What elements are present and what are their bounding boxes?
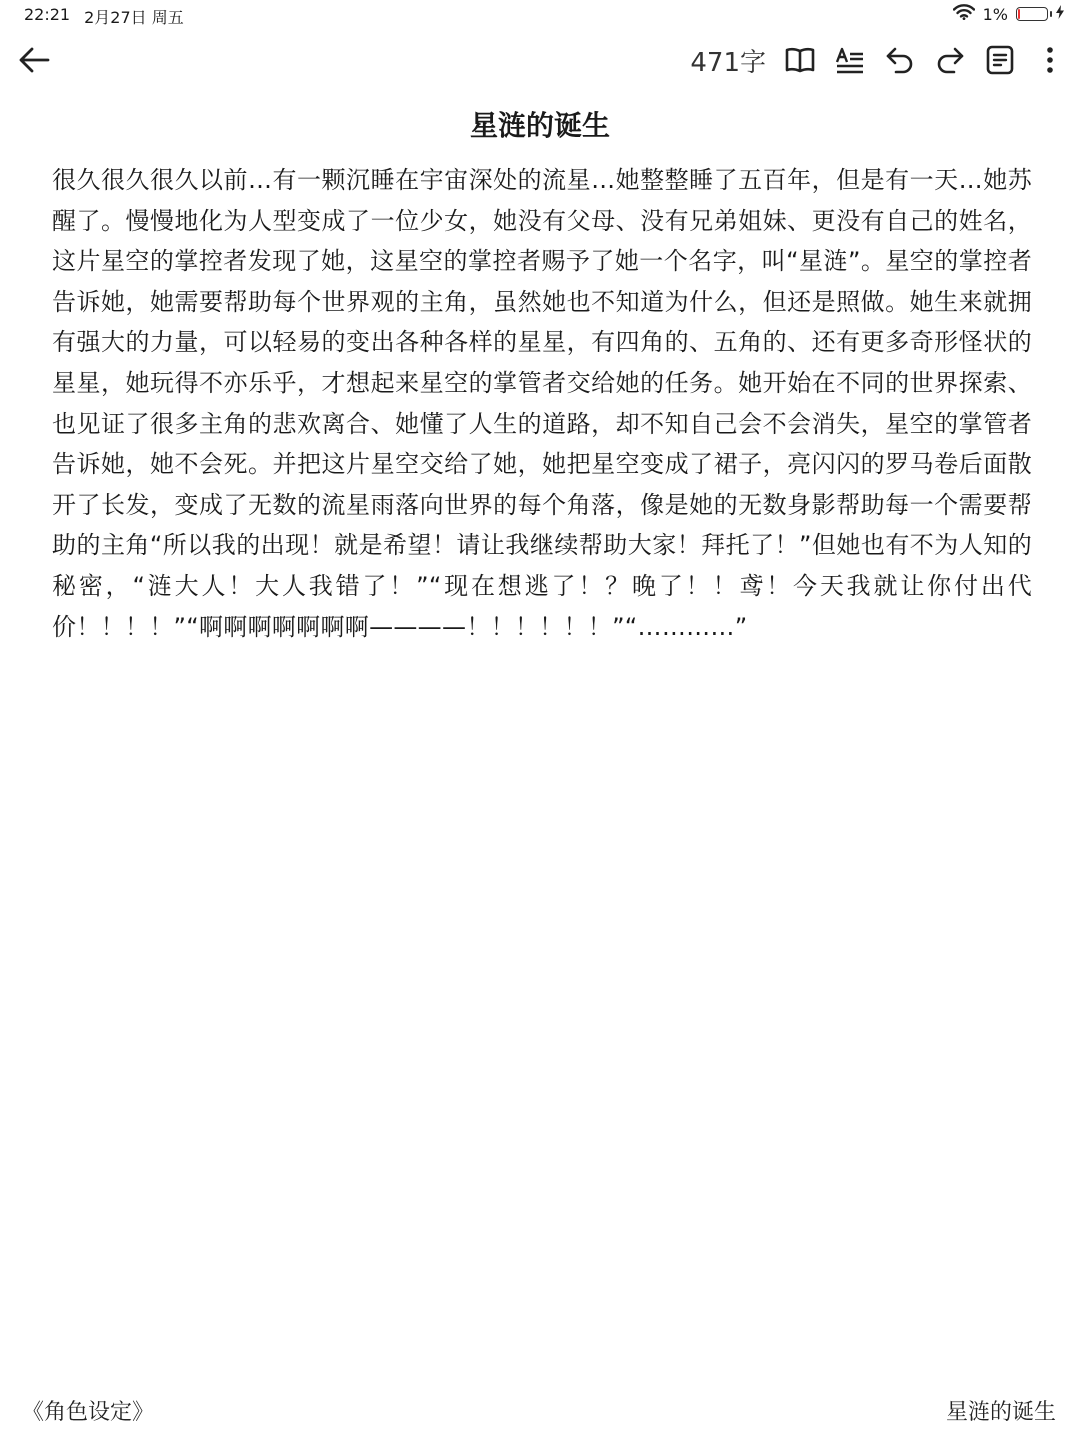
status-right [953,4,1064,24]
toolbar-actions [690,40,1068,80]
footer-chapter-link[interactable]: 《角色设定》 [22,1400,155,1425]
redo-icon [935,46,965,74]
outline-icon [986,45,1014,75]
back-button[interactable] [14,40,54,80]
status-left [24,5,184,28]
status-bar [0,0,1080,30]
status-time: 22:21 [24,5,71,24]
document-title[interactable]: 星涟的诞生 [469,109,610,142]
word-count: 471字 [690,47,766,78]
book-icon [785,46,815,74]
reading-mode-button[interactable] [782,40,818,80]
undo-icon [885,46,915,74]
battery-icon [1016,7,1048,21]
footer-document-name: 星涟的诞生 [945,1400,1056,1425]
text-format-button[interactable] [832,40,868,80]
document-body[interactable]: 很久很久很久以前…有一颗沉睡在宇宙深处的流星…她整整睡了五百年，但是有一天…她苏醒了。慢慢地化为人型变成了一位少女，她没有父母、没有兄弟姐妹、更没有自己的姓名，这片星空的掌控者发现了她，这星空的掌控者赐予了她一个名字，叫“星涟”。星空的掌控者告诉她，她需要帮助每个世界观的主角，虽然她也不知道为什么，但还是照做。她生来就拥有强大的力量，可以轻易的变出各种各样的星星，有四角的、五角的、还有更多奇形怪状的星星，她玩得不亦乐乎，才想起来星空的掌管者交给她的任务。她开始在不同的世界探索、也见证了很多主角的悲欢离合、她懂了人生的道路，却不知自己会不会消失，星空的掌管者告诉她，她不会死。并把这片星空交给了她，她把星空变成了裙子，亮闪闪的罗马卷后面散开了长发，变成了无数的流星雨落向世界的每个角落，像是她的无数身影帮助每一个需要帮助的主角“所以我的出现！就是希望！请让我继续帮助大家！拜托了！”但她也有不为人知的秘密，“涟大人！大人我错了！”“现在想逃了！？晚了！！鸢！今天我就让你付出代价！！！！”“啊啊啊啊啊啊啊————！！！！！！”“…………” [52,166,1032,641]
editor-toolbar [0,36,1080,86]
back-arrow-icon [18,46,50,74]
text-format-icon [835,46,865,74]
redo-button[interactable] [932,40,968,80]
battery-percent: 1% [982,4,1008,24]
undo-button[interactable] [882,40,918,80]
more-icon [1045,46,1055,74]
status-date: 2月27日 周五 [84,8,184,27]
outline-button[interactable] [982,40,1018,80]
wifi-icon [953,4,975,24]
battery-level [1018,9,1020,19]
charging-bolt-icon [1056,5,1064,23]
more-options-button[interactable] [1032,40,1068,80]
